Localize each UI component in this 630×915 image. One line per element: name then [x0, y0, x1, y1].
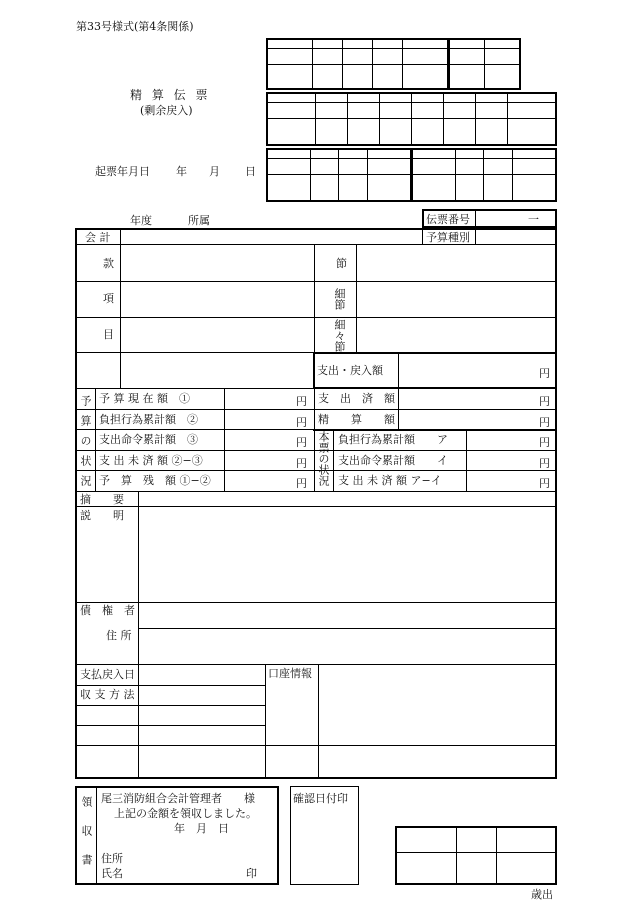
- date-day: 日: [245, 165, 256, 178]
- budget-type-label: 予算種別: [426, 231, 470, 244]
- receipt-line-3: 年 月 日: [174, 822, 229, 835]
- creditor-label: 債 権 者: [80, 604, 135, 617]
- budget-row-1: 予 算 現 在 額 ①: [99, 392, 190, 405]
- this-row-1: 負担行為累計額 ア: [338, 433, 448, 446]
- stamp-grid-3: [266, 92, 557, 146]
- expenditure-label: 歳出: [531, 888, 553, 901]
- fiscal-year-label: 年度: [130, 214, 152, 227]
- main-form: [75, 228, 557, 779]
- settlement-amount-label: 精 算 額: [318, 413, 395, 426]
- creditor-address-label: 住 所: [106, 629, 132, 642]
- slip-title: 精 算 伝 票: [130, 88, 211, 102]
- paid-amount-label: 支 出 済 額: [318, 392, 395, 405]
- budget-row-5: 予 算 残 額 ①−②: [99, 474, 211, 487]
- bottom-stamp-grid: [395, 826, 557, 885]
- saisetsu-label: 細節: [333, 288, 346, 310]
- saisaisetsu-label: 細々節: [333, 319, 346, 352]
- moku-label: 目: [103, 328, 114, 341]
- slip-number-dash: 一: [528, 213, 539, 226]
- stamp-grid-2: [448, 38, 521, 90]
- receipt-line-2: 上記の金額を領収しました。: [114, 807, 257, 820]
- tekiyou-label: 摘 要: [80, 493, 124, 506]
- payment-date-label: 支払戻入日: [80, 668, 135, 681]
- budget-status-side: 予算の状況: [79, 395, 92, 495]
- form-number: 第33号様式(第4条関係): [76, 20, 194, 33]
- kou-label: 項: [103, 292, 114, 305]
- payment-method-label: 収 支 方 法: [80, 688, 135, 701]
- budget-row-3: 支出命令累計額 ③: [99, 433, 198, 446]
- budget-row-2: 負担行為累計額 ②: [99, 413, 198, 426]
- this-slip-side: 本票の状況: [317, 431, 330, 486]
- slip-number-label: 伝票番号: [426, 213, 470, 226]
- receipt-side-1: 領収書: [80, 796, 93, 883]
- this-row-3: 支 出 未 済 額 ア−イ: [338, 474, 442, 487]
- this-row-2: 支出命令累計額 イ: [338, 454, 448, 467]
- receipt-line-1: 尾三消防組合会計管理者 様: [101, 792, 255, 805]
- setsu-label: 節: [336, 257, 347, 270]
- slip-subtitle: (剰余戻入): [140, 104, 193, 117]
- setsumei-label: 説 明: [80, 509, 124, 522]
- stamp-grid-5: [411, 148, 557, 202]
- receipt-address: 住所: [101, 852, 123, 865]
- stamp-grid-1: [266, 38, 449, 90]
- receipt-name: 氏名: [101, 867, 123, 880]
- dept-label: 所属: [188, 214, 210, 227]
- stamp-grid-4: [266, 148, 412, 202]
- date-year: 年: [176, 165, 187, 178]
- kaikei-label: 会 計: [85, 231, 111, 244]
- confirm-stamp-label: 確認日付印: [293, 792, 348, 805]
- expense-return-label: 支出・戻入額: [317, 364, 383, 377]
- kan-label: 款: [103, 257, 114, 270]
- account-info-label: 口座情報: [268, 667, 312, 680]
- receipt-seal: 印: [246, 867, 257, 880]
- date-label: 起票年月日: [95, 165, 150, 178]
- budget-row-4: 支 出 未 済 額 ②−③: [99, 454, 203, 467]
- date-month: 月: [209, 165, 220, 178]
